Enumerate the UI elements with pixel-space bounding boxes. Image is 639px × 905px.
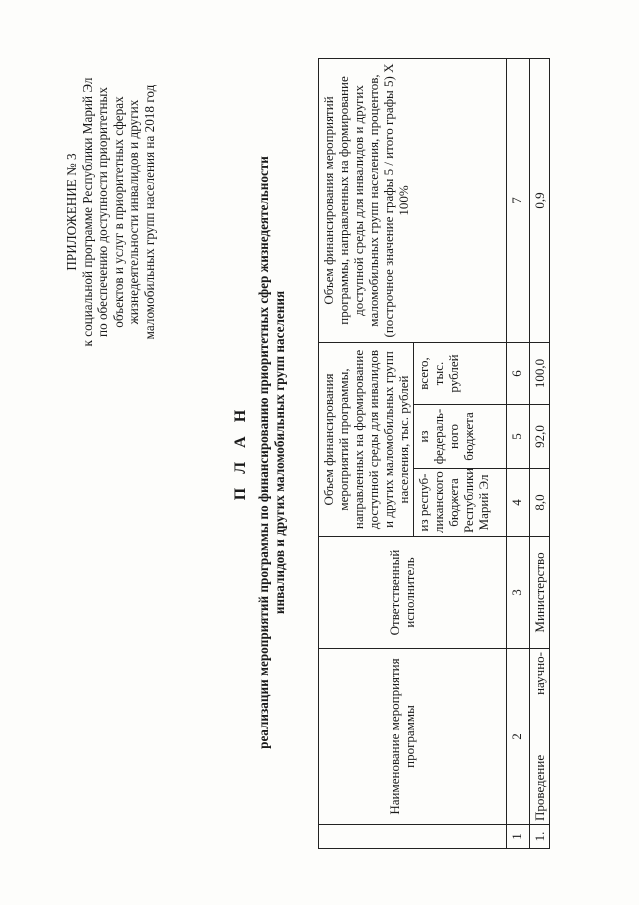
- row-republic: 8,0: [530, 469, 550, 537]
- subheader-total: всего, тыс. рублей: [414, 343, 507, 405]
- header-cell-blank: [319, 825, 507, 849]
- header-cell-responsible: Ответственный исполнитель: [319, 537, 507, 649]
- row-federal: 92,0: [530, 405, 550, 469]
- column-number: 1: [507, 825, 530, 849]
- column-number: 4: [507, 469, 530, 537]
- header-row: [319, 59, 414, 849]
- appendix-block: [64, 47, 158, 377]
- appendix-line: ПРИЛОЖЕНИЕ № 3: [64, 153, 79, 271]
- row-name-cell: [530, 649, 550, 825]
- appendix-line: по обеспечению доступности приоритетных: [95, 87, 111, 337]
- appendix-line: маломобильных групп населения на 2018 год: [141, 84, 157, 340]
- header-cell-name: Наименование мероприятия программы: [319, 649, 507, 825]
- row-responsible: Министерство: [530, 537, 550, 649]
- column-number: 5: [507, 405, 530, 469]
- plan-subtitle: [256, 80, 288, 825]
- subtitle-line-2: инвалидов и других маломобильных групп населения: [272, 290, 287, 615]
- row-name-part-a: Проведение: [532, 754, 547, 821]
- column-number: 2: [507, 649, 530, 825]
- table-row: [530, 59, 550, 849]
- column-number: 6: [507, 343, 530, 405]
- row-total: 100,0: [530, 343, 550, 405]
- row-number: 1.: [530, 825, 550, 849]
- appendix-line: жизнедеятельности инвалидов и других: [126, 99, 142, 325]
- column-number: 3: [507, 537, 530, 649]
- row-name-part-b: научно-: [532, 652, 547, 695]
- column-number: 7: [507, 59, 530, 343]
- appendix-line: объектов и услуг в приоритетных сферах: [110, 96, 126, 328]
- plan-title: П Л А Н: [232, 404, 249, 501]
- subheader-federal: из федераль-ного бюджета: [414, 405, 507, 469]
- column-number-row: [507, 59, 530, 849]
- appendix-line: к социальной программе Республики Марий Эл: [79, 77, 95, 347]
- header-cell-funding: Объем финансирования мероприятий программы, направленных на формирование доступной среды для инвалидов и других маломобильных групп населения, тыс. рублей: [319, 343, 414, 537]
- plan-table: [318, 58, 550, 849]
- subtitle-line-1: реализации мероприятий программы по финансированию приоритетных сфер жизнедеятельности: [256, 156, 271, 749]
- row-percent: 0,9: [530, 59, 550, 343]
- header-cell-percent: Объем финансирования мероприятий программы, направленных на формирование доступной среды для инвалидов и других маломобильных групп населения, процентов, (построчное значение графы 5 / итого графы 5) X 100%: [319, 59, 507, 343]
- subheader-republic: из респуб-ликанского бюджета Республики Марий Эл: [414, 469, 507, 537]
